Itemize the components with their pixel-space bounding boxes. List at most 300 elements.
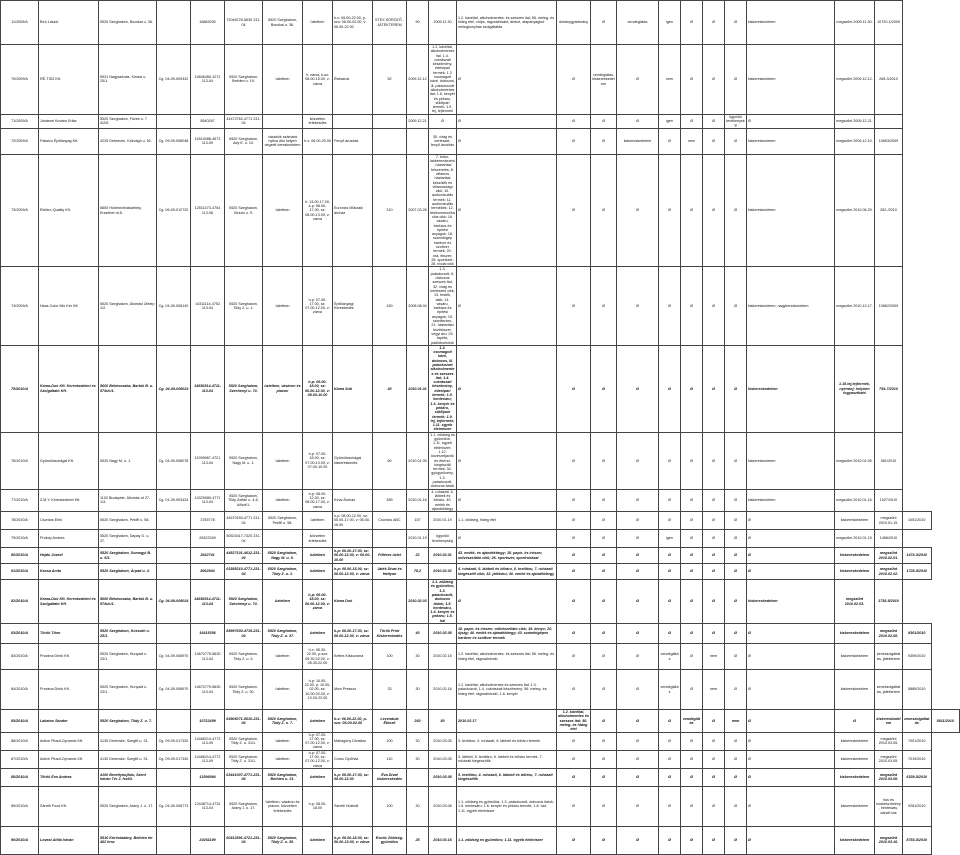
table-row (1, 580, 960, 624)
cell-category: Ø (747, 564, 835, 580)
cell-registration-date: 90 (407, 1, 429, 45)
cell-trader-name: Haus Color Mix Kér Kft. (39, 267, 99, 345)
cell-termination: megszűnt 2010.02.03. (835, 580, 875, 624)
cell-excise-product: Ø (457, 128, 557, 154)
cell-sales-mode: üzletben (263, 489, 303, 511)
cell-other-product: Ø (591, 489, 617, 511)
cell-floor-area: 33 (373, 670, 407, 710)
cell-trader-name: Csordos Elek (39, 512, 99, 530)
cell-file-number: megszűnt 2010.03.05. (875, 732, 903, 750)
cell-trade-method: Ø (725, 580, 747, 624)
cell-other-product: Ø (591, 548, 617, 564)
cell-termination: kiskereskedelem (835, 786, 875, 826)
cell-spirits: dohánygyártmány (557, 1, 591, 45)
cell-accommodation: Ø (681, 345, 703, 432)
cell-trade-form: Ø (617, 768, 659, 786)
cell-reg-no: 83/2010/A (1, 624, 39, 644)
cell-trader-name: Proxima Drink Kft. (39, 644, 99, 670)
cell-reg-no: 74/2009/A (1, 267, 39, 345)
cell-trader-address: 4100 Berettyóújfalu, Szent István Tér 2. fszt/3. (99, 768, 157, 786)
cell-trader-address: 5520 Szeghalom, Álomási Útelep 1/2. (99, 267, 157, 345)
cell-company-reg-no (157, 114, 191, 128)
cell-product-list: 2009.11.30 (429, 1, 457, 45)
cell-shop-address: 63385210-4771-231-04 (225, 564, 263, 580)
cell-file-number: 1738-5/2010 (875, 580, 903, 624)
cell-file-number: 1466/2010 (875, 530, 903, 548)
cell-category: Ø (747, 768, 835, 786)
cell-shop-address: 44472762-4771 231-04 (225, 114, 263, 128)
cell-shop-name: h-v: 06.00-22.00, p-szo: 06.00-02.00 (333, 710, 373, 732)
cell-opening-hours: üzletben (303, 624, 333, 644)
cell-other-product: Ø (591, 580, 617, 624)
cell-product-list: ügynöki tevékenység (429, 530, 457, 548)
cell-excise-product: Ø (457, 580, 557, 624)
cell-sales-mode: 5520 Szeghalom, Bethlen u. 21. (263, 768, 303, 786)
cell-shop-name: h-p: 08.00-17.00, sz: 08.00-12.00, v: zárva (333, 624, 373, 644)
cell-accommodation: Ø (681, 489, 703, 511)
cell-shop-name: Euronics Műszaki áruház (333, 154, 373, 267)
cell-accommodation: Ø (681, 786, 703, 826)
cell-trader-name: Jónásné Kovács Erika (39, 114, 99, 128)
cell-product-list: 2010.02.16 (429, 670, 457, 710)
cell-other-product: Ø (591, 786, 617, 826)
cell-shop-name: h-p: 08.00-15.00, sz: 08.00-12.00, v: zárva (333, 564, 373, 580)
cell-opening-hours: h-p: 07.00-18.00, sz: 07.00-13.00, v: 07.00-10.00 (303, 432, 333, 489)
cell-excise-product: Ø (457, 432, 557, 489)
cell-trade-method: Ø (725, 786, 747, 826)
cell-shop-name: Corso Cipőház (333, 750, 373, 768)
cell-trade-method: Ø (725, 564, 747, 580)
cell-reg-no: 78/2010/A (1, 512, 39, 530)
cell-sales-mode: üzletben (263, 432, 303, 489)
cell-reg-no: 11/2009/A (1, 1, 39, 45)
cell-trader-name: Török Tibor (39, 624, 99, 644)
cell-tax-id: 16869290 (191, 1, 225, 45)
cell-shop-address: 50523417-7320 231-04 (225, 530, 263, 548)
cell-trader-address: 4130 Derecske, Szegfű u. 31. (99, 750, 157, 768)
cell-termination: kiskereskedelem (835, 512, 875, 530)
cell-product-list: 2010.01.19 (429, 512, 457, 530)
cell-excise-product: Ø (457, 489, 557, 511)
cell-registration-date: 30 (407, 644, 429, 670)
cell-reg-no: 72/2009/A (1, 128, 39, 154)
cell-reg-no: 79/2010/A (1, 530, 39, 548)
cell-sales-mode: üzletben (263, 580, 303, 624)
cell-opening-hours: h-p: 07.00-17.00, sz: 07.00-12.00, v: zárva (303, 750, 333, 768)
table-row (1, 114, 960, 128)
cell-registration-date: 22 (407, 548, 429, 564)
cell-trader-address: 5600 Békéscsaba, Bartók B. u. 57/b/c/1. (99, 345, 157, 432)
cell-tax-id: 14836514-4711-113-04 (191, 345, 225, 432)
cell-category: kiskereskedelem (747, 45, 835, 115)
cell-sales-mode: 5520 Szeghalom, Tildy Z. u. 1. (263, 564, 303, 580)
cell-file-number: 265-3/2010 (875, 45, 903, 115)
cell-registration-date: 30 (407, 786, 429, 826)
cell-spirits: Ø (557, 548, 591, 564)
cell-reg-no: 71/2009/A (1, 114, 39, 128)
cell-floor-area: 52 (373, 45, 407, 115)
cell-excise-product: 1.2. kávéital, alkoholmentes és szeszes ital; 1.3. palackozott, 1.4. cukrászati készítmény; 56. meleg- és hideg étel, rágcsálnivaló, 1.6. kenyér (457, 670, 557, 710)
cell-col-23: 7019/2010 (903, 750, 932, 768)
cell-floor-area: 40 (373, 345, 407, 432)
cell-shop-address: 5520 Szeghalom, Ady E. u. 10. (225, 128, 263, 154)
cell-category: Ø (747, 750, 835, 768)
cell-termination: kiskereskedelem (835, 732, 875, 750)
cell-reg-no: 76/2010/A (1, 432, 39, 489)
cell-trader-name: Paksico Éptőanyag Kft. (39, 128, 99, 154)
cell-shop-address: 5520 Szeghalom, Tildy Z. u. 1. (225, 267, 263, 345)
cell-registration-date: 2010.01.16 (407, 489, 429, 511)
cell-trader-address: 5516 Körösladány, Bethlen tér 462 hrsz (99, 826, 157, 854)
cell-catering: Ø (659, 580, 681, 624)
cell-tax-id: 14466214-4772 113-09 (191, 732, 225, 750)
cell-catering: Ø (659, 786, 681, 826)
cell-shop-address: 5520 Szeghalom, Tildy Zoltán u. 4-6. A/fszt/1. (225, 489, 263, 511)
registry-rows (1, 1, 960, 855)
cell-col-23: 7001/2010 (903, 732, 932, 750)
cell-trade-form: Ø (617, 345, 659, 432)
cell-other-product: Ø (591, 345, 617, 432)
cell-catering: nem (659, 45, 681, 115)
cell-termination: megszűnt 2010.01.16. (835, 489, 875, 511)
cell-catering: igen (659, 1, 681, 45)
cell-company-reg-no (157, 826, 191, 854)
cell-trade-method: Ø (725, 530, 747, 548)
cell-file-number: 10720-1/2009 (875, 1, 903, 45)
cell-trader-name: Bíró László (39, 1, 99, 45)
table-row (1, 564, 960, 580)
cell-category: kiskereskedelem (747, 128, 835, 154)
cell-termination: kiskereskedelem (835, 826, 875, 854)
cell-tax-id: 11814088-4673 113-09 (191, 128, 225, 154)
cell-trade-form: Ø (617, 580, 659, 624)
table-row (1, 1, 960, 45)
cell-col-23: 5889/2010 (903, 670, 932, 710)
cell-product-list: 2010.03.08 (429, 768, 457, 786)
cell-accommodation: Ø (681, 548, 703, 564)
cell-company-reg-no: Cg. 06-09-012720 (157, 154, 191, 267)
cell-termination: megszűnt 2009.11.30. (835, 1, 875, 45)
cell-shop-address: 44670150-4771 231-04 (225, 512, 263, 530)
cell-spirits: Ø (557, 786, 591, 826)
cell-termination: megszűnt 2010.01.05. (835, 432, 875, 489)
cell-trader-name: Káma-Duó Kft. Kereskedelmi és Szolgáltató Kft. (39, 345, 99, 432)
cell-col-23: zeneszolgáltatás (903, 710, 932, 732)
cell-shop-address: 44527101-4612-231-04 (225, 548, 263, 564)
cell-shop-name: Kínai Áruház (333, 489, 373, 511)
cell-product-list: 2010.02.15 (429, 644, 457, 670)
cell-excise-product: 3. lábbeli, 5. textiláru, 6. lábbeli és bőráru termék, 7. ruházati kiegészítők (457, 750, 557, 768)
cell-shop-name: h-p: 08.00-12.00, sz: 05.00-17.00, v: 06.00-16.00 (333, 512, 373, 530)
cell-catering: Ø (659, 154, 681, 267)
cell-floor-area: 110 (373, 750, 407, 768)
cell-catering: Ø (659, 432, 681, 489)
table-row (1, 345, 960, 432)
table-row (1, 489, 960, 511)
cell-trade-method: Ø (725, 548, 747, 564)
cell-catering: vendéglátás (659, 670, 681, 710)
cell-trade-form: Ø (617, 530, 659, 548)
cell-trade-method: Ø (725, 670, 747, 710)
cell-registration-date: 2010.02.03 (407, 580, 429, 624)
cell-trade-method: nem (725, 710, 747, 732)
table-row (1, 128, 960, 154)
cell-trader-address: 5520 Szeghalom, Somogyi B. u. 5/1. (99, 548, 157, 564)
cell-reg-no: 75/2010/A (1, 345, 39, 432)
cell-category: Ø (747, 786, 835, 826)
cell-category: Ø (747, 530, 835, 548)
cell-sales-mode (263, 530, 303, 548)
cell-catering: Ø (659, 826, 681, 854)
cell-termination: kiskereskedelem (835, 750, 875, 768)
table-row (1, 267, 960, 345)
cell-trader-name: Proxima Drink Kft. (39, 670, 99, 710)
cell-floor-area: Exotic Zöldség-gyümölcs (373, 826, 407, 854)
cell-catering: Ø (659, 732, 681, 750)
cell-category: Ø (747, 624, 835, 644)
cell-shop-address: 5520 Szeghalom, Kinizsi u. 9. (225, 154, 263, 267)
cell-opening-hours: üzletben (303, 768, 333, 786)
cell-col-23: 6339-5/2010 (903, 768, 932, 786)
cell-spirits: Ø (557, 670, 591, 710)
cell-floor-area: Levendula Étkező (373, 710, 407, 732)
cell-reg-no: 85/2010/A (1, 710, 39, 732)
cell-registration-date: 2008.08.04 (407, 267, 429, 345)
cell-trader-address: 4130 Derecske, Szegfű u. 31. (99, 732, 157, 750)
cell-trader-address: 5520 Szeghalom, Kossuth u. 25/1. (99, 624, 157, 644)
cell-accommodation: Ø (681, 644, 703, 670)
cell-company-reg-no (157, 564, 191, 580)
cell-music-service: Ø (703, 530, 725, 548)
cell-category: kiskereskedelem (747, 432, 835, 489)
cell-trader-address: 5520 Szeghalom, Árpád u. 4. (99, 564, 157, 580)
cell-registration-date: 30 (407, 750, 429, 768)
cell-reg-no: 89/2010/A (1, 786, 39, 826)
cell-trade-form: Ø (617, 624, 659, 644)
cell-catering: Ø (659, 624, 681, 644)
cell-shop-address: 5520 Szeghalom, Nagy M. u. 1. (225, 432, 263, 489)
cell-category: Ø (747, 644, 835, 670)
cell-trader-address: 5520 Szeghalom, Dapay G. u. 37. (99, 530, 157, 548)
cell-trade-method: Ø (725, 1, 747, 45)
cell-company-reg-no: Cg. 04-09-008970 (157, 670, 191, 710)
cell-music-service: Ø (703, 154, 725, 267)
cell-catering: vendéglátás (659, 644, 681, 670)
cell-excise-product: 1.2. kávéital, alkoholmentes- és szeszes ital; 56. meleg- és hideg étel, rágcsálnivaló (457, 644, 557, 670)
cell-company-reg-no: Cg. 09-09-008048 (157, 128, 191, 154)
cell-category: Ø (747, 710, 835, 732)
cell-category: Ø (747, 548, 835, 564)
cell-registration-date: 2007.03.26 (407, 154, 429, 267)
cell-file-number: 754-7/2010 (875, 345, 903, 432)
cell-spirits: Ø (557, 432, 591, 489)
cell-excise-product: 43. emlék- és ajándéktárgy; 18. papír- és írószer, művészellátó cikk; 26. sportszer, sportruházat (457, 548, 557, 564)
cell-company-reg-no: Cg. 04-09-009432 (157, 45, 191, 115)
cell-product-list: Ø (429, 114, 457, 128)
cell-trader-address: 5520 Szeghalom, Bocskai u. 38. (99, 1, 157, 45)
cell-file-number (875, 114, 903, 128)
cell-company-reg-no: Cg. 04-09-008970 (157, 644, 191, 670)
cell-tax-id: 26322349 (191, 530, 225, 548)
cell-termination: megszűnt 2010.01.19. (835, 530, 875, 548)
cell-trader-name: RÉ-TISZ Kft. (39, 45, 99, 115)
cell-sales-mode: üzletben (263, 732, 303, 750)
cell-excise-product: 4. ruházati, 6. lábbeli és bőráru, 6. textiláru, 7. ruházati kiegészítő cikk; 32. játékáru; 40. emlék és ajándéktárgy (457, 564, 557, 580)
table-row (1, 512, 960, 530)
cell-reg-no: 86/2010/A (1, 732, 39, 750)
cell-product-list: 2010.03.05 (429, 750, 457, 768)
cell-registration-date: 78,2 (407, 564, 429, 580)
cell-shop-address: 5520 Szeghalom, Tildy Z. u. 31/1. (225, 732, 263, 750)
cell-excise-product: Ø (457, 45, 557, 115)
cell-trader-name: Active Pluszi-Dynamic Kft. (39, 732, 99, 750)
cell-opening-hours: h-p: 06.00-18.00, sz: 06.00-12.00, v: 08.00-10.00 (303, 345, 333, 432)
cell-registration-date: 157 (407, 512, 429, 530)
cell-music-service: Ø (703, 786, 725, 826)
cell-opening-hours: h-p: 08.00-12.00, sz: 08.00-17.00, v: zárva (303, 489, 333, 511)
cell-trader-name: Elektro-Quality Kft. (39, 154, 99, 267)
cell-col-23: 9309/2010 (903, 644, 932, 670)
cell-termination: kiskereskedelem (835, 644, 875, 670)
cell-shop-name: Kettes Kiskocsma (333, 644, 373, 670)
cell-other-product: Ø (591, 644, 617, 670)
cell-excise-product: 1.2. kávéital, alkoholmentes- és szeszes ital; 56. meleg- és hideg étel, chips, rágcsálnivaló; ábécé, alapanyagból melegkonyhás szolgáltatás (457, 1, 557, 45)
cell-music-service: Ø (703, 768, 725, 786)
cell-category: Ø (747, 732, 835, 750)
cell-file-number: kiskereskedelem (875, 710, 903, 732)
cell-spirits: Ø (557, 489, 591, 511)
cell-tax-id: 16415356 (191, 624, 225, 644)
cell-opening-hours: közvetlen értékesítés (303, 114, 333, 128)
table-row (1, 750, 960, 768)
cell-sales-mode: 5520 Szeghalom, Bocskai u. 38. (263, 1, 303, 45)
cell-spirits: Ø (557, 530, 591, 548)
cell-trade-method: Ø (725, 644, 747, 670)
cell-registration-date: 25 (407, 826, 429, 854)
cell-floor-area (373, 580, 407, 624)
cell-shop-name (333, 114, 373, 128)
cell-other-product: Ø (591, 154, 617, 267)
cell-trade-form: Ø (617, 489, 659, 511)
cell-accommodation: nem (681, 128, 703, 154)
cell-opening-hours: üzletben (303, 710, 333, 732)
cell-product-list: 2010.03.08 (429, 786, 457, 826)
cell-termination: kiskereskedelem (835, 548, 875, 564)
cell-sales-mode: üzletben (263, 154, 303, 267)
table-row (1, 644, 960, 670)
cell-trader-name: Gyümölcsvirágai Kft. (39, 432, 99, 489)
cell-company-reg-no: Cg. 04-09-008078 (157, 432, 191, 489)
cell-other-product: vendéglátás, kiskereskedelem (591, 45, 617, 115)
cell-company-reg-no (157, 710, 191, 732)
cell-tax-id: 14846455-1071 113-04 (191, 45, 225, 115)
cell-product-list: 1.1. zöldség és gyümölcs; 1.3. palackozott, dobozos italok; 1.5. hentesáru, 1.6. kenyér és pékáru; 1.8. hal (430, 580, 455, 623)
table-row (1, 45, 960, 115)
cell-opening-hours: üzletben (303, 512, 333, 530)
cell-shop-address: 63441007-4771-231-04 (225, 768, 263, 786)
cell-spirits: Ø (557, 580, 591, 624)
cell-trade-form: kiskereskedelem (617, 128, 659, 154)
cell-tax-id: 20261199 (191, 826, 225, 854)
cell-trade-method: Ø (725, 154, 747, 267)
cell-accommodation: Ø (681, 768, 703, 786)
cell-termination: 1.18.tej,tejtermék, nyerstej; helyben fogyasztható (835, 345, 875, 432)
cell-trader-address: 6800 Hódmezővásárhely, Erzsébet út 8. (99, 154, 157, 267)
cell-accommodation: Ø (681, 530, 703, 548)
cell-accommodation: Ø (681, 750, 703, 768)
cell-file-number: 10653/2009 (875, 128, 903, 154)
table-row (1, 154, 960, 267)
cell-file-number: hús és húskészítmény, hentesáru, darált hús (875, 786, 903, 826)
cell-music-service: Ø (703, 512, 725, 530)
cell-music-service: nem (703, 644, 725, 670)
cell-trade-method: Ø (725, 826, 747, 854)
cell-catering: Ø (659, 750, 681, 768)
cell-music-service: Ø (703, 624, 725, 644)
cell-spirits: Ø (557, 45, 591, 115)
cell-shop-address: 5520 Szeghalom, Tildy Z. u. 4. (225, 644, 263, 670)
cell-product-list: 1.3. palackozott, 6. dobozos szeszes ital; 32. virág és kertészeti cikk; 13. festék, lakk; 14. vasáru, barkács és építési anyagok; 15. szaniteráru; 21. háztartási tisztítószer, vegyi áru; 29. tapéta, padlóburkolók (430, 267, 455, 345)
cell-trader-name: Tőrök Éva Andrea (39, 768, 99, 786)
cell-registration-date: 2009.12.12 (407, 45, 429, 115)
cell-file-number: megszűnt 2010.03.08. (875, 768, 903, 786)
cell-file-number: 262-/2010 (875, 154, 903, 267)
cell-col-24: 5811/2010 (931, 710, 960, 732)
cell-trade-form: Ø (617, 114, 659, 128)
cell-col-23: 1474-3/2010 (903, 548, 932, 564)
cell-termination: megszűnt 2010.06.29. (835, 154, 875, 267)
cell-other-product: Ø (591, 768, 617, 786)
cell-trade-form: vendéglátás (617, 1, 659, 45)
cell-file-number: 10862/2009 (875, 267, 903, 345)
cell-trader-address: 5520 Szeghalom, Arany J. u. 17. (99, 786, 157, 826)
cell-category: Ø (747, 512, 835, 530)
cell-reg-no: 82/2010/A (1, 580, 39, 624)
cell-reg-no: 70/2009/A (1, 45, 39, 115)
cell-company-reg-no: Cg. 09-09-017330 (157, 750, 191, 768)
cell-tax-id: 8062944 (191, 564, 225, 580)
cell-trader-address: 5520 Szeghalom, Füzes u. 7. 4/2/5. (99, 114, 157, 128)
cell-music-service: Ø (703, 489, 725, 511)
cell-music-service: Ø (703, 564, 725, 580)
cell-file-number: megszűnt 2010.02.02. (875, 564, 903, 580)
cell-catering: Ø (659, 512, 681, 530)
cell-registration-date: 260 (407, 710, 429, 732)
cell-shop-name: Sárréti Húsbolt (333, 786, 373, 826)
cell-opening-hours: üzletben (303, 548, 333, 564)
cell-tax-id: 11999967-4721 113-04 (191, 432, 225, 489)
cell-product-list: 7. bútor, lakberendezési, háztartási felszerelés; 8. villamos háztartási készülék és villamossági cikk; 10. audiovizuális termék; 11. audiovizuális termékek; 12. telekommunikációs cikk; 16. vasáru, barkács és építési anyagok; 18. számítógép hardver és szoftver termék; 20. óra, ékszer; 26. sportszer; 28. irodai cikk (430, 154, 455, 267)
cell-other-product: Ø (591, 530, 617, 548)
cell-catering: igen (659, 530, 681, 548)
cell-catering: Ø (659, 489, 681, 511)
cell-accommodation: Ø (681, 670, 703, 710)
cell-company-reg-no: Cg. 01-09-903424 (157, 489, 191, 511)
cell-file-number: zeneszolgáltatás, játékterem (875, 670, 903, 710)
cell-spirits: Ø (557, 750, 591, 768)
cell-shop-address: 5520 Szeghalom, Arany J. u. 17. (225, 786, 263, 826)
cell-reg-no: 83/2010/A (1, 644, 39, 670)
cell-excise-product: Ø (457, 530, 557, 548)
cell-trader-name: Lakatos Sándor (39, 710, 99, 732)
cell-tax-id: 14311114-4752 113-04 (191, 267, 225, 345)
cell-category: Ø (747, 114, 835, 128)
cell-shop-name (333, 530, 373, 548)
cell-trader-address: 5520 Szeghalom, Tildy Z. u. 7. (99, 710, 157, 732)
cell-termination: megszűnt 2010.12.17. (835, 267, 875, 345)
cell-shop-name: Mozi Presszó (333, 670, 373, 710)
cell-catering: Ø (659, 564, 681, 580)
